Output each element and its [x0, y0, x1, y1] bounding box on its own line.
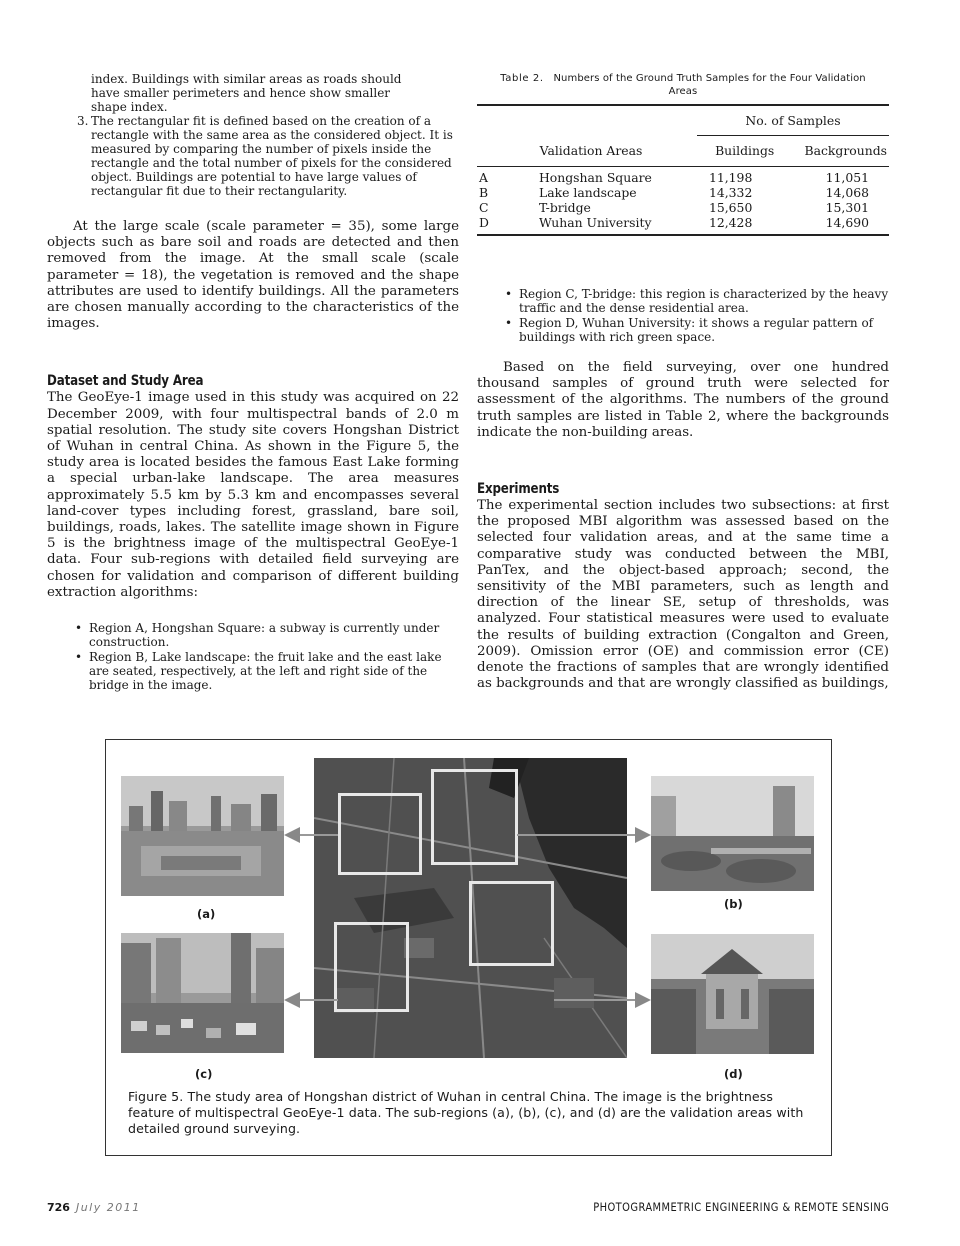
- right-column: [477, 72, 889, 692]
- section-title-experiments: Experiments: [477, 481, 560, 498]
- sublabel-a: (a): [197, 907, 216, 921]
- table-caption: Table 2. Numbers of the Ground Truth Samples for the Four Validation Areas: [500, 73, 866, 97]
- section-title-dataset: Dataset and Study Area: [47, 373, 204, 390]
- list-item-3: 3. The rectangular fit is defined based on the creation of a rectangle with the same area as the considered object. It is measured by comparing the number of pixels inside the rectangle and the total number of pixels for the considered object. Buildings are potential to have large values of rectangular fit due to their rectangularity.: [77, 114, 453, 198]
- page-number: 726: [47, 1201, 70, 1214]
- table-header-buildings: Buildings: [715, 143, 775, 158]
- footer-left: [47, 1201, 141, 1214]
- list-item: • Region D, Wuhan University: it shows a regular pattern of buildings with rich green space.: [477, 316, 889, 344]
- list-item: • Region B, Lake landscape: the fruit lake and the east lake are seated, respectively, at the left and right side of the bridge in the image.: [47, 650, 459, 692]
- sublabel-d: (d): [724, 1067, 743, 1081]
- field-survey-paragraph: Based on the field surveying, over one hundred thousand samples of ground truth were selected for assessment of the algorithms. The numbers of the ground truth samples are listed in Table 2, where the backgrounds indicate the non-building areas.: [477, 360, 889, 440]
- list-continuation: index. Buildings with similar areas as roads should have smaller perimeters and hence show smaller shape index.: [91, 72, 402, 114]
- issue-date: July 2011: [75, 1201, 141, 1214]
- table-group-header: No. of Samples: [697, 106, 889, 135]
- photo-region-d: [651, 934, 814, 1054]
- dataset-paragraph: The GeoEye-1 image used in this study was acquired on 22 December 2009, with four multispectral bands of 2.0 m spatial resolution. The study site covers Hongshan District of Wuhan in central China. As shown in the Figure 5, the study area is located besides the famous East Lake forming a special urban-lake landscape. The area measures approximately 5.5 km by 5.3 km and encompasses several land-cover types including forest, grassland, bare soil, buildings, roads, lakes. The satellite image shown in Figure 5 is the brightness image of the multispectral GeoEye-1 data. Four sub-regions with detailed field surveying are chosen for validation and comparison of different building extraction algorithms:: [47, 390, 459, 600]
- region-list-right: [477, 287, 889, 344]
- table-row: A Hongshan Square 11,198 11,051: [479, 170, 869, 185]
- region-list-left: [47, 621, 459, 692]
- photo-region-b: [651, 776, 814, 891]
- ground-truth-table: [477, 106, 889, 236]
- list-item: • Region C, T-bridge: this region is characterized by the heavy traffic and the dense residential area.: [477, 287, 889, 315]
- experiments-paragraph: The experimental section includes two subsections: at first the proposed MBI algorithm was assessed based on the selected four validation areas, and at the same time a comparative study was conducted between the MBI, PanTex, and the object-based approach; second, the sensitivity of the MBI parameters, such as length and direction of the linear SE, setup of thresholds, was analyzed. Four statistical measures were used to evaluate the results of building extraction (Congalton and Green, 2009). Omission error (OE) and commission error (CE) denote the fractions of samples that are wrongly identified as backgrounds and that are wrongly classified as buildings,: [477, 498, 889, 692]
- journal-name: PHOTOGRAMMETRIC ENGINEERING & REMOTE SENSING: [592, 1200, 889, 1214]
- figure-5: [105, 739, 832, 1156]
- table-row: B Lake landscape 14,332 14,068: [479, 185, 869, 200]
- table-header-backgrounds: Backgrounds: [804, 143, 887, 158]
- list-item: • Region A, Hongshan Square: a subway is currently under construction.: [47, 621, 459, 649]
- sublabel-b: (b): [724, 897, 743, 911]
- table-header-area: Validation Areas: [539, 142, 643, 158]
- table-row: C T-bridge 15,650 15,301: [479, 200, 869, 215]
- table-row: D Wuhan University 12,428 14,690: [479, 215, 869, 230]
- sublabel-c: (c): [195, 1067, 213, 1081]
- left-column: [47, 72, 459, 693]
- scale-paragraph: At the large scale (scale parameter = 35), some large objects such as bare soil and roads are detected and then removed from the image. At the small scale (scale parameter = 18), the vegetation is removed and the shape attributes are used to identify buildings. All the parameters are chosen manually according to the characteristics of the images.: [47, 219, 459, 332]
- figure-caption: Figure 5. The study area of Hongshan district of Wuhan in central China. The image is the brightness feature of multispectral GeoEye-1 data. The sub-regions (a), (b), (c), and (d) are the validation areas with detailed ground surveying.: [128, 1089, 804, 1136]
